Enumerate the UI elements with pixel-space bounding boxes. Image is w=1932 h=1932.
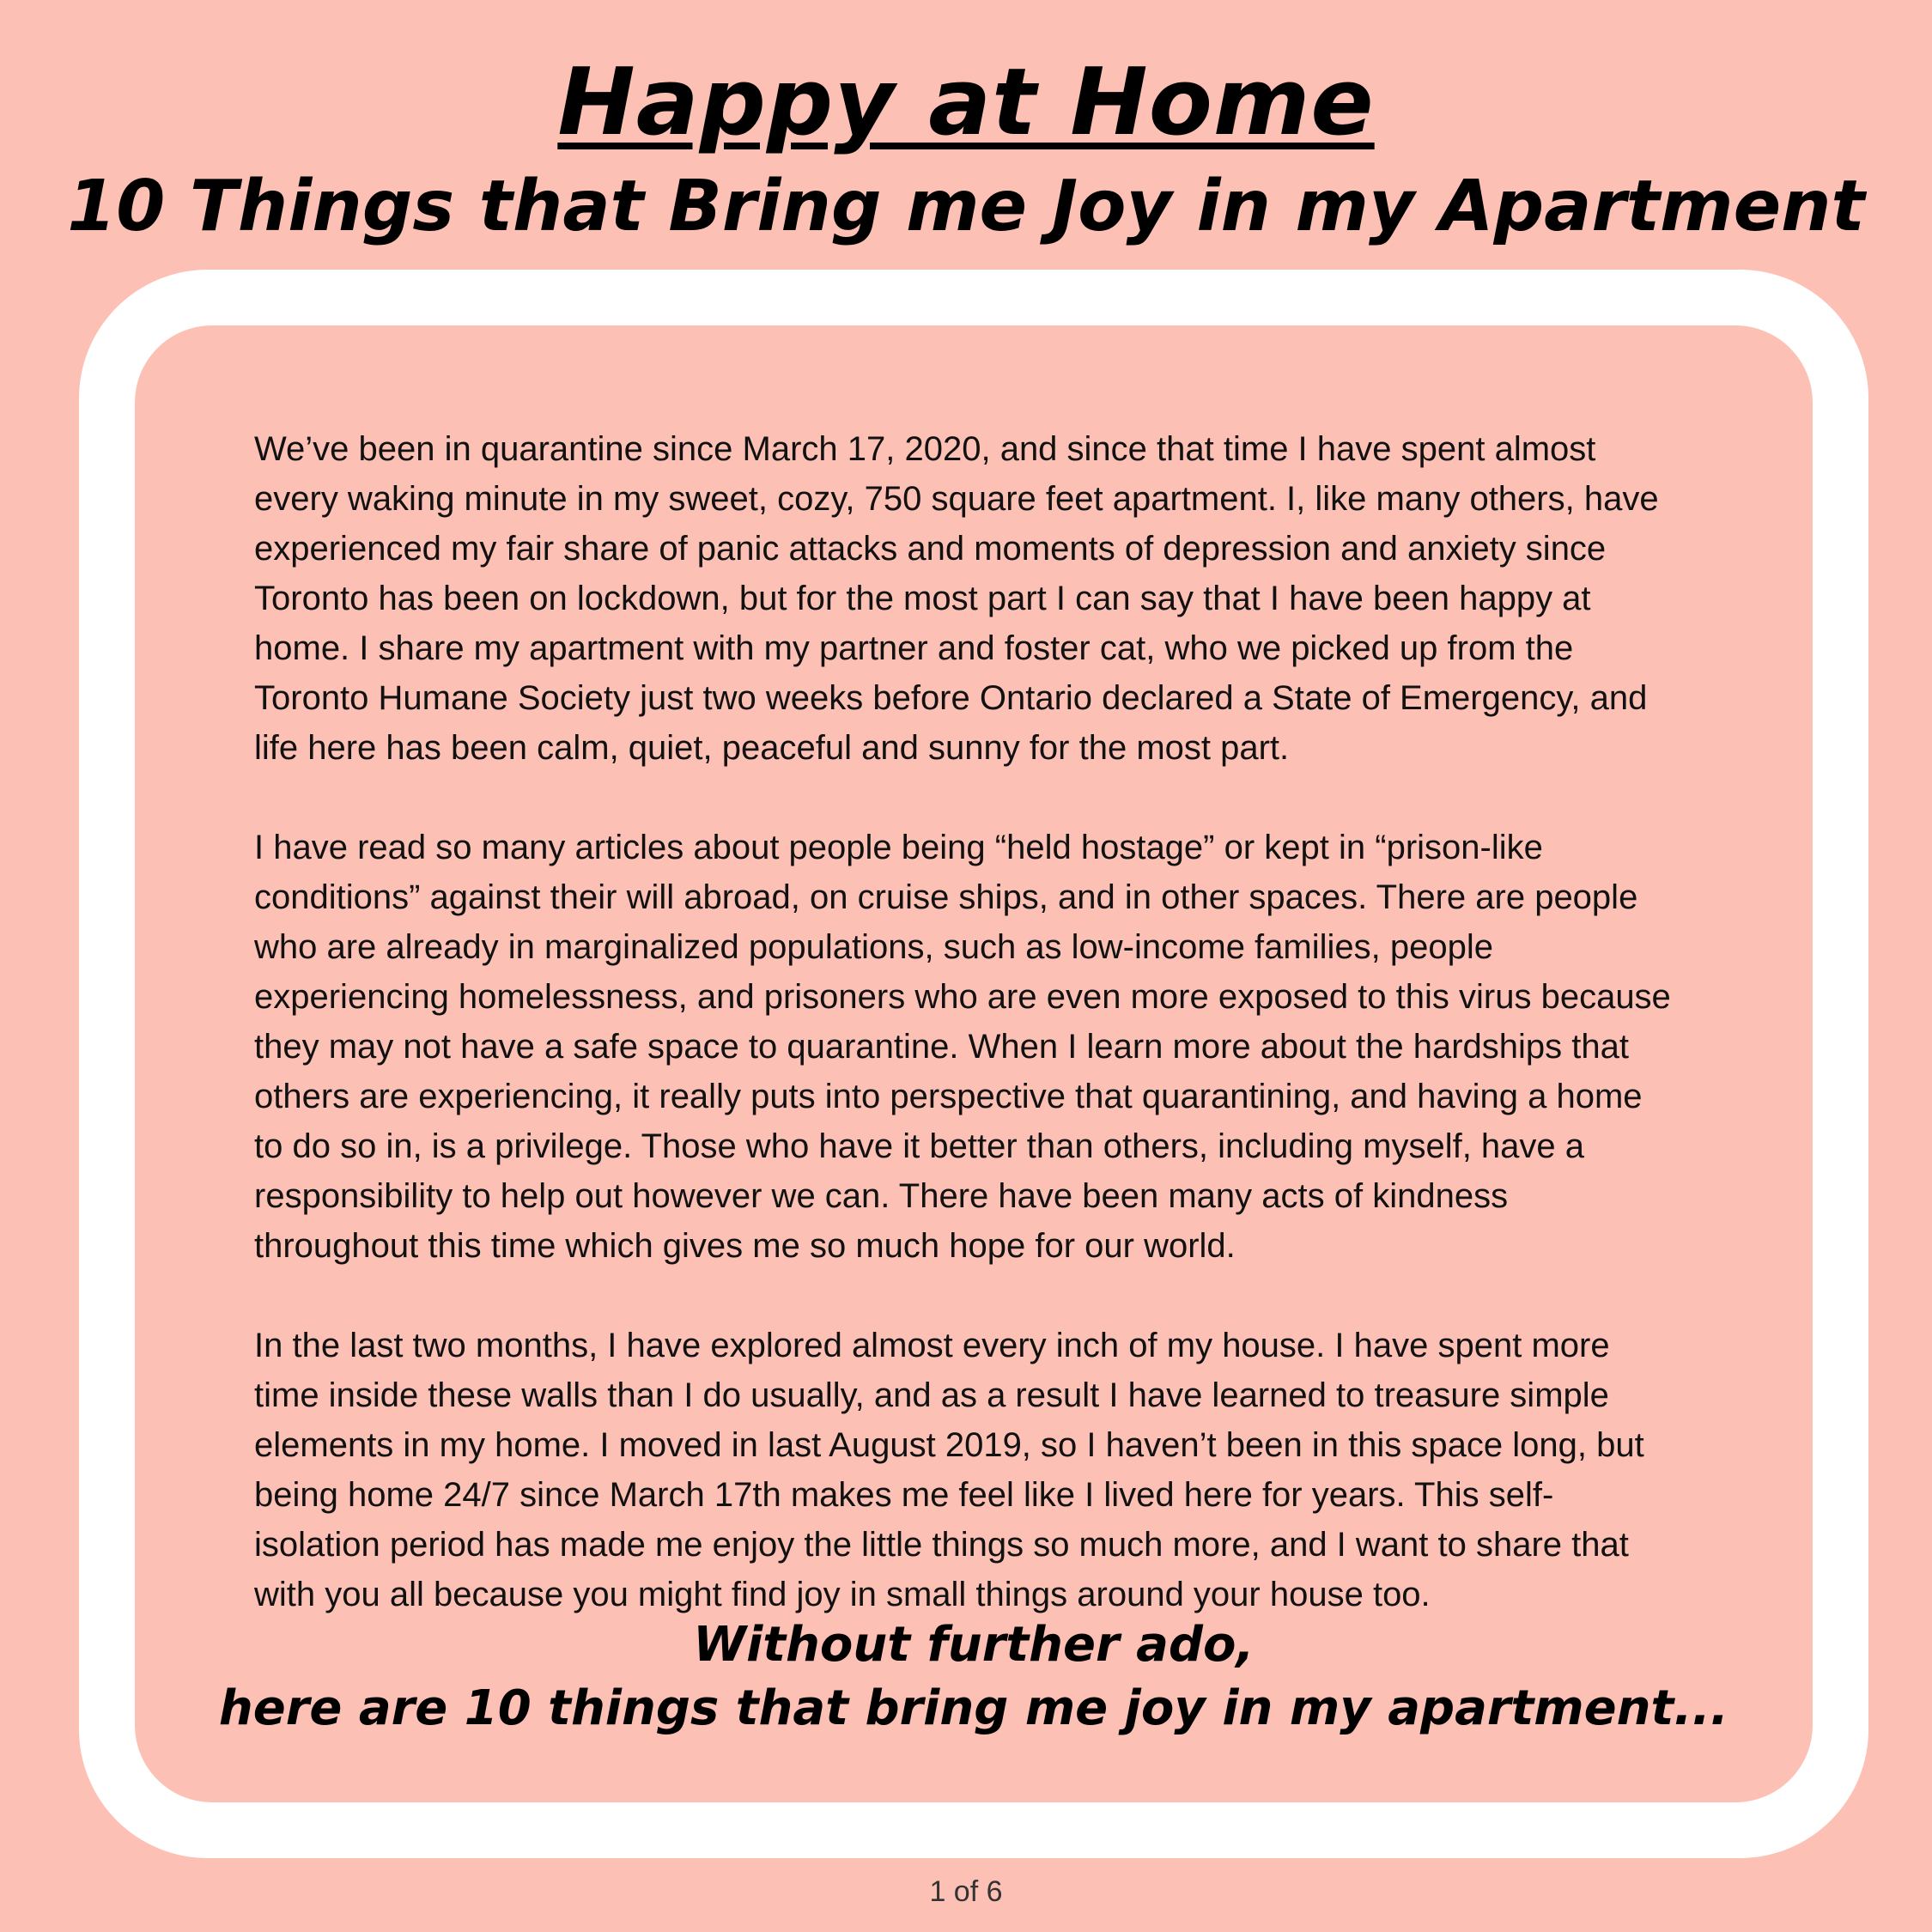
closing-line-1: Without further ado, xyxy=(693,1617,1255,1673)
paragraph-2: I have read so many articles about people being “held hostage” or kept in “prison-like conditions” against their will abroad, on cruise ships, and in other spaces. There are people who are already in marginalized populations, such as low-income families, people experiencing homelessness, and prisoners who are even more exposed to this virus because they may not have a safe space to quarantine. When I learn more about the hardships that others are experiencing, it really puts into perspective that quarantining, and having a home to do so in, is a privilege. Those who have it better than others, including myself, have a responsibility to help out however we can. There have been many acts of kindness throughout this time which gives me so much hope for our world. xyxy=(254,829,1671,1265)
closing-line-2: here are 10 things that bring me joy in my apartment... xyxy=(218,1680,1729,1736)
content-frame xyxy=(79,270,1868,1858)
page-title: Happy at Home xyxy=(557,49,1375,156)
content-panel xyxy=(135,325,1813,1802)
paragraph-1: We’ve been in quarantine since March 17, 2020, and since that time I have spent almost every waking minute in my sweet, cozy, 750 square feet apartment. I, like many others, have experienced my fair share of panic attacks and moments of depression and anxiety since Toronto has been on lockdown, but for the most part I can say that I have been happy at home. I share my apartment with my partner and foster cat, who we picked up from the Toronto Humane Society just two weeks before Ontario declared a State of Emergency, and life here has been calm, quiet, peaceful and sunny for the most part. xyxy=(254,430,1659,767)
closing-callout xyxy=(135,1613,1813,1741)
article-body xyxy=(254,424,1680,1669)
paragraph-3: In the last two months, I have explored almost every inch of my house. I have spent more time inside these walls than I do usually, and as a result I have learned to treasure simple elements in my home. I moved in last August 2019, so I haven’t been in this space long, but being home 24/7 since March 17th makes me feel like I lived here for years. This self-isolation period has made me enjoy the little things so much more, and I want to share that with you all because you might find joy in small things around your house too. xyxy=(254,1327,1644,1613)
page-subtitle: 10 Things that Bring me Joy in my Apartment xyxy=(67,166,1865,247)
page-indicator: 1 of 6 xyxy=(929,1875,1003,1908)
